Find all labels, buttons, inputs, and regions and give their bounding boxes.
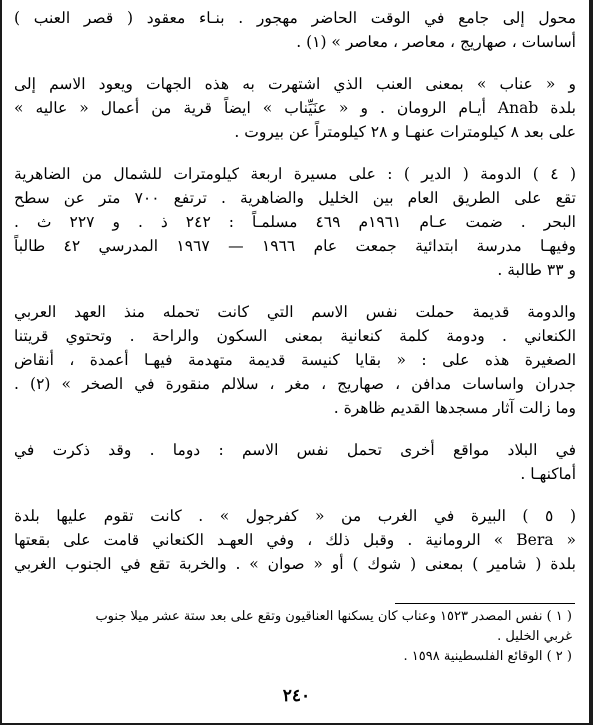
text-line: و « عناب » بمعنى العنب الذي اشتهرت به هذه الجهات ويعود الاسم إلى bbox=[14, 75, 576, 93]
paragraph-5 bbox=[14, 438, 576, 486]
footnote-line: ( ٢ ) الوقائع الفلسطينية ١٥٩٨ . bbox=[403, 649, 572, 664]
footnote-line: ( ١ ) نفس المصدر ١٥٢٣ وعناب كان يسكنها العناقيون وتقع على بعد ستة عشر ميلا جنوب bbox=[95, 609, 572, 624]
page-border-left bbox=[0, 0, 2, 725]
text-line: بلدة Anab أيـام الرومان . و « عنَيِّناب » ايضاً قرية من أعمال « عاليه » bbox=[14, 99, 576, 117]
paragraph-1 bbox=[14, 0, 576, 54]
text-line: أماكنهـا . bbox=[520, 465, 576, 483]
footnote-line: غربي الخليل . bbox=[497, 629, 572, 644]
page-number: ٢٤٠ bbox=[282, 686, 311, 706]
text-line: على بعد ٨ كيلومترات عنهـا و ٢٨ كيلومتراً عن بيروت . bbox=[234, 123, 576, 141]
text-line: تقع على الطريق العام بين الخليل والضاهرية . ترتفع ٧٠٠ متر عن سطح bbox=[14, 189, 576, 207]
paragraph-2 bbox=[14, 72, 576, 144]
text-line: الكنعاني . ودومة كلمة كنعانية بمعنى السكون والراحة . وتحتوي قريتنا bbox=[14, 327, 576, 345]
text-line: وفيهـا مدرسة ابتدائية جمعت عام ١٩٦٦ — ١٩٦٧ المدرسي ٤٢ طالباً bbox=[14, 237, 576, 255]
text-line: والدومة قديمة حملت نفس الاسم التي كانت تحمله منذ العهد العربي bbox=[14, 303, 576, 321]
text-line: بلدة ( شامير ) بمعنى ( شوك ) أو « صوان » . والخربة تقع في الجنوب الغربي bbox=[14, 555, 576, 573]
paragraph-4 bbox=[14, 300, 576, 420]
page-border-right bbox=[589, 0, 593, 725]
text-line: جدران واساسات مدافن ، صهاريج ، مغر ، سلالم منقورة في الصخر » (٢) . bbox=[14, 375, 576, 393]
text-line: ( ٤ ) الدومة ( الدير ) : على مسيرة اربعة كيلومترات للشمال من الضاهرية bbox=[14, 165, 576, 183]
page-body bbox=[14, 0, 576, 594]
paragraph-6 bbox=[14, 504, 576, 576]
text-line: وما زالت آثار مسجدها القديم ظاهرة . bbox=[333, 399, 576, 417]
text-line: أساسات ، صهاريج ، معاصر ، معاصر » (١) . bbox=[296, 33, 576, 51]
footnotes bbox=[14, 607, 572, 667]
text-line: الصغيرة هذه على : « بقايا كنيسة قديمة متهدمة فيهـا أعمدة ، أنقاض bbox=[14, 351, 576, 369]
text-line: « Bera » الرومانية . وقبل ذلك ، وفي العهـد الكنعاني قامت على بقعتها bbox=[14, 531, 576, 549]
footnote-divider bbox=[395, 603, 575, 604]
text-line: محول إلى جامع في الوقت الحاضر مهجور . بنـاء معقود ( قصر العنب ) bbox=[14, 9, 576, 27]
text-line: ( ٥ ) البيرة في الغرب من « كفرجول » . كانت تقوم عليها بلدة bbox=[14, 507, 576, 525]
paragraph-3 bbox=[14, 162, 576, 282]
text-line: في البلاد مواقع أخرى تحمل نفس الاسم : دوما . وقد ذكرت في bbox=[14, 441, 576, 459]
text-line: و ٣٣ طالبة . bbox=[497, 261, 576, 279]
text-line: البحر . ضمت عـام ١٩٦١م ٤٦٩ مسلمـاً : ٢٤٢ ذ . و ٢٢٧ ث . bbox=[14, 213, 576, 231]
